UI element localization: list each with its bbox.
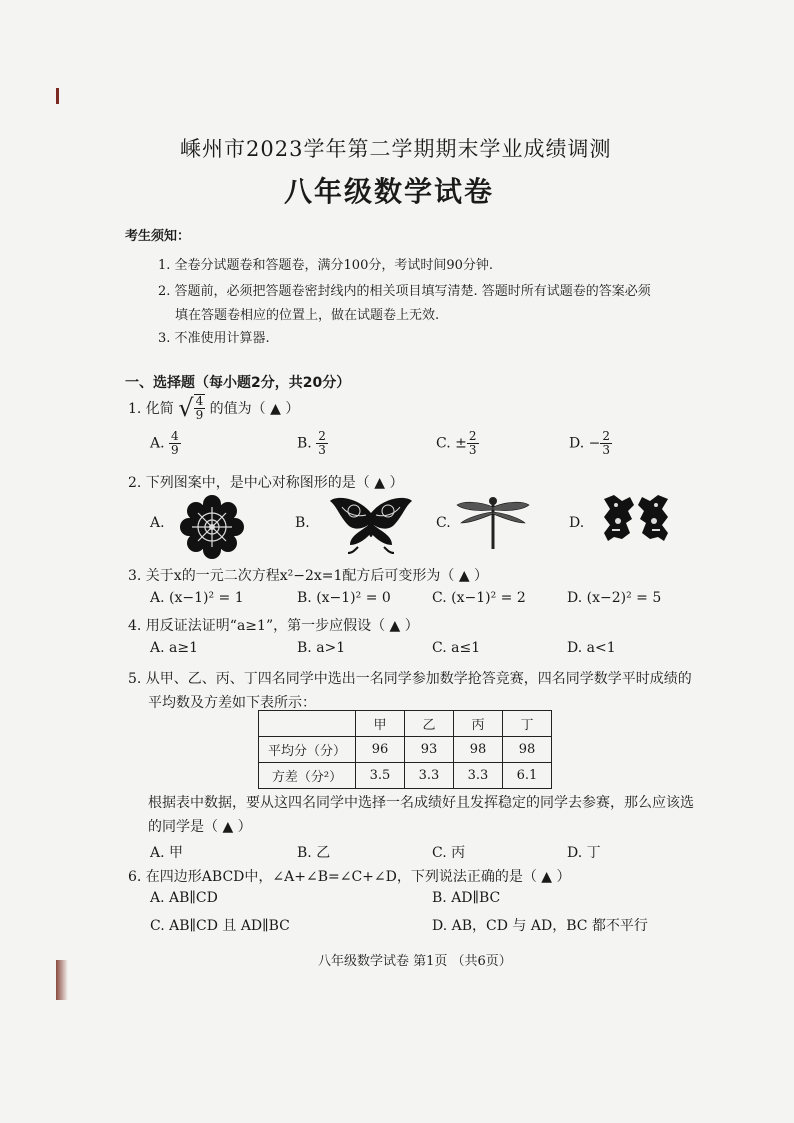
table-cell: 98 [454,737,503,763]
table-cell: 方差（分²） [259,763,356,789]
exam-title: 嵊州市2023学年第二学期期末学业成绩调测 [180,137,612,161]
q3-option-c: C. (x−1)² = 2 [432,590,526,606]
q1-a-den: 9 [171,443,179,457]
table-cell: 3.5 [356,763,405,789]
q1-option-d-label: D. [569,435,585,452]
table-header-cell: 丙 [454,711,503,737]
table-row [259,737,552,763]
notice-item-1: 1. 全卷分试题卷和答题卷，满分100分，考试时间90分钟. [158,258,494,273]
q1-rad-den: 9 [195,408,204,422]
table-header-cell: 甲 [356,711,405,737]
question-2-stem: 2. 下列图案中，是中心对称图形的是（ ▲ ） [128,475,404,491]
section-heading: 一、选择题（每小题2分，共20分） [125,375,351,391]
q3-option-b: B. (x−1)² = 0 [297,590,391,606]
q1-c-sign: ± [455,435,467,452]
table-header-cell: 丁 [503,711,552,737]
table-header-cell: 乙 [405,711,454,737]
q4-option-d: D. a<1 [567,640,616,656]
q2-option-d-label: D. [569,515,585,531]
q1-option-a-fraction [169,430,181,457]
exam-subtitle: 八年级数学试卷 [284,175,495,208]
q1-d-num: 2 [602,429,611,443]
q6-option-c: C. AB∥CD 且 AD∥BC [150,918,290,934]
q6-option-d: D. AB，CD 与 AD，BC 都不平行 [432,918,648,934]
q1-rad-num: 4 [195,394,204,408]
table-cell: 96 [356,737,405,763]
q1-option-c-fraction [467,430,479,457]
question-3-stem: 3. 关于x的一元二次方程x²−2x=1配方后可变形为（ ▲ ） [128,568,489,584]
mandala-pattern-image [178,493,246,561]
q1-option-a-label: A. [150,435,165,452]
q3-option-d: D. (x−2)² = 5 [567,590,662,606]
q6-option-b: B. AD∥BC [432,890,501,906]
q2-option-b-label: B. [295,515,310,531]
q1-option-c-label: C. [436,435,451,452]
q5-option-c: C. 丙 [432,845,466,861]
q1-option-c [436,430,479,457]
dragonfly-pattern-image [455,493,531,551]
table-header-row [259,711,552,737]
table-cell: 98 [503,737,552,763]
q4-option-c: C. a≤1 [432,640,481,656]
q5-option-d: D. 丁 [567,845,601,861]
q3-option-a: A. (x−1)² = 1 [150,590,244,606]
q1-c-num: 2 [468,429,477,443]
q1-option-d-fraction [600,430,612,457]
q1-suffix: 的值为（ ▲ ） [209,401,300,417]
q1-d-den: 3 [602,443,611,457]
page-footer: 八年级数学试卷 第1页 （共6页） [318,954,512,969]
q1-option-b-label: B. [297,435,312,452]
scan-edge-mark-bottom [56,960,68,1000]
q1-option-b-fraction [316,430,328,457]
radical-icon: √ [178,394,194,422]
q1-b-den: 3 [318,443,326,457]
question-5-stem-cont: 平均数及方差如下表所示： [148,695,316,711]
notice-item-2: 2. 答题前，必须把答题卷密封线内的相关项目填写清楚. 答题时所有试题卷的答案必须 [158,284,651,299]
question-6-stem: 6. 在四边形ABCD中，∠A+∠B=∠C+∠D，下列说法正确的是（ ▲ ） [128,869,571,885]
notice-item-2-cont: 填在答题卷相应的位置上，做在试题卷上无效. [175,308,440,323]
question-5-stem: 5. 从甲、乙、丙、丁四名同学中选出一名同学参加数学抢答竞赛，四名同学数学平时成绩的 [128,671,692,687]
q1-d-sign: − [588,435,601,452]
q1-c-den: 3 [468,443,477,457]
q1-option-d [569,430,612,457]
question-5-followup-cont: 的同学是（ ▲ ） [148,819,252,835]
table-cell: 3.3 [454,763,503,789]
butterfly-pattern-image [328,493,414,555]
table-cell: 3.3 [405,763,454,789]
table-cell: 6.1 [503,763,552,789]
table-row [259,763,552,789]
question-5-followup: 根据表中数据，要从这四名同学中选择一名成绩好且发挥稳定的同学去参赛，那么应该选 [148,795,694,811]
notice-heading: 考生须知： [125,229,191,244]
table-cell: 93 [405,737,454,763]
question-1-stem [128,394,299,422]
q1-option-a [150,430,181,457]
table-header-cell [259,711,356,737]
q6-option-a: A. AB∥CD [150,890,218,906]
q1-option-b [297,430,328,457]
q5-option-b: B. 乙 [297,845,331,861]
q1-prefix: 1. 化简 [128,401,174,417]
q1-a-num: 4 [171,429,179,443]
notice-item-3: 3. 不准使用计算器. [158,331,270,346]
paper-cut-figures-image [600,493,672,543]
q2-option-c-label: C. [436,515,451,531]
q4-option-a: A. a≥1 [150,640,198,656]
q1-b-num: 2 [318,429,326,443]
scores-table [258,710,552,789]
sqrt-expression [178,394,205,422]
q2-option-a-label: A. [150,515,165,531]
table-cell: 平均分（分） [259,737,356,763]
scan-edge-mark-top [56,88,59,104]
question-4-stem: 4. 用反证法证明“a≥1”，第一步应假设（ ▲ ） [128,618,419,634]
q4-option-b: B. a>1 [297,640,346,656]
q5-option-a: A. 甲 [150,845,184,861]
